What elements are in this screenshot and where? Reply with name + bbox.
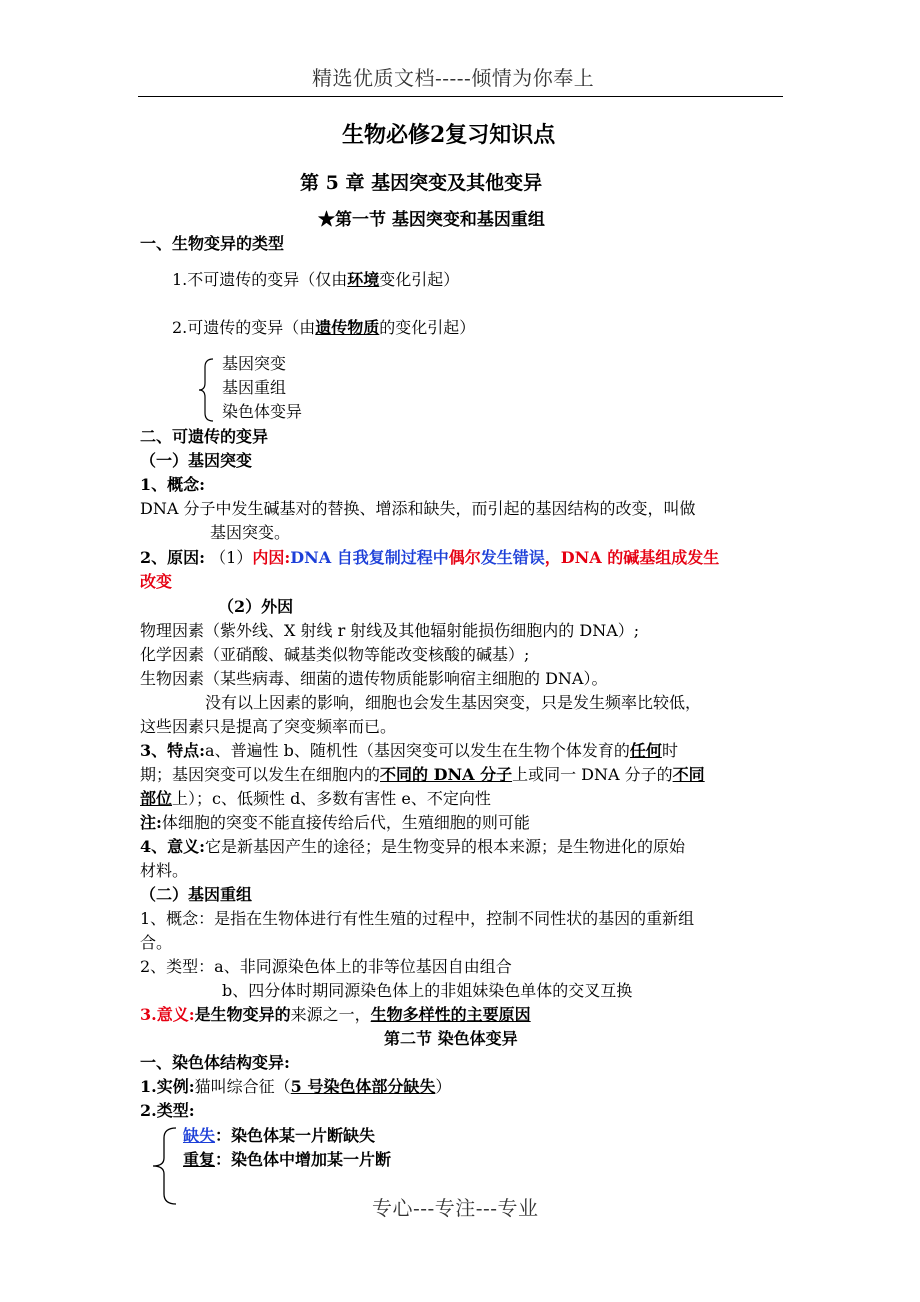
- meaning-line-1: [140, 837, 685, 857]
- recomb-type-1: 2、类型：a、非同源染色体上的非等位基因自由组合: [140, 957, 512, 976]
- meaning-label: 4、意义:: [140, 837, 206, 856]
- variation-item-1-pre: 1.不可遗传的变异（仅由: [172, 270, 348, 289]
- types-label: 2.类型:: [140, 1101, 195, 1120]
- part1-heading: 一、生物变异的类型: [140, 234, 285, 253]
- somatic-note: [140, 813, 530, 833]
- note-line-2: 这些因素只是提高了突变频率而已。: [140, 717, 397, 736]
- inner-cause-red-1: 偶尔: [448, 548, 481, 567]
- features-key-any: 任何: [629, 741, 662, 760]
- features-label: 3、特点:: [140, 741, 206, 760]
- concept-line-1: DNA 分子中发生碱基对的替换、增添和缺失，而引起的基因结构的改变，叫做: [140, 499, 696, 518]
- features-line-3-text: 上）；c、低频性 d、多数有害性 e、不定向性: [172, 789, 491, 808]
- type-deletion-text: ：染色体某一片断缺失: [215, 1126, 376, 1145]
- features-key-site: 部位: [140, 789, 173, 808]
- somatic-note-text: 体细胞的突变不能直接传给后代，生殖细胞的则可能: [161, 813, 530, 832]
- inner-cause-red-2: ，DNA 的碱基组成发生: [544, 548, 720, 567]
- outer-cause-label: （2）外因: [218, 597, 294, 616]
- section-1-title: ★第一节 基因突变和基因重组: [318, 210, 545, 230]
- features-line-1-text: a、普遍性 b、随机性（基因突变可以发生在生物个体发育的: [205, 741, 630, 760]
- cause-num: （1）: [210, 548, 253, 567]
- physical-factors: 物理因素（紫外线、X 射线 r 射线及其他辐射能损伤细胞内的 DNA）;: [140, 621, 640, 640]
- heritable-type-2: 基因重组: [222, 378, 287, 397]
- type-duplication-label: 重复: [183, 1150, 216, 1169]
- inner-cause-label: 内因:: [252, 548, 291, 567]
- heritable-type-3: 染色体变异: [222, 402, 303, 421]
- page-footer: 专心---专注---专业: [372, 1196, 539, 1220]
- inner-cause-blue-1: DNA 自我复制过程中: [290, 548, 449, 567]
- features-line-2-text: 期；基因突变可以发生在细胞内的: [140, 765, 381, 784]
- features-line-1: [140, 741, 678, 761]
- features-line-2-mid: 上或同一 DNA 分子的: [512, 765, 673, 784]
- document-title: 生物必修2复习知识点: [342, 122, 556, 148]
- structural-types-brace: [150, 1126, 180, 1206]
- example-line: [140, 1077, 451, 1097]
- variation-item-1-key: 环境: [347, 270, 380, 289]
- recomb-meaning-key: 生物多样性的主要原因: [370, 1005, 531, 1024]
- features-key-different: 不同: [672, 765, 705, 784]
- features-key-dna: 不同的 DNA 分子: [380, 765, 513, 784]
- features-line-1-end: 时: [661, 741, 678, 760]
- variation-item-1: [172, 270, 459, 290]
- note-line-1: 没有以上因素的影响，细胞也会发生基因突变，只是发生频率比较低，: [205, 693, 702, 712]
- part2-heading: 二、可遗传的变异: [140, 427, 269, 446]
- example-text: 猫叫综合征（: [194, 1077, 291, 1096]
- recomb-meaning-bold: 是生物变异的: [194, 1005, 291, 1024]
- example-end: ）: [435, 1077, 452, 1096]
- gene-mutation-heading: （一）基因突变: [140, 451, 253, 470]
- variation-item-2-post: 的变化引起）: [379, 318, 476, 337]
- inner-cause-blue-2: 发生错误: [480, 548, 545, 567]
- recomb-meaning-normal: 来源之一，: [290, 1005, 371, 1024]
- features-line-2: [140, 765, 705, 785]
- cause-label: 2、原因:: [140, 548, 206, 567]
- variation-item-2-key: 遗传物质: [315, 318, 380, 337]
- recomb-type-2: b、四分体时期同源染色体上的非姐妹染色单体的交叉互换: [222, 981, 633, 1000]
- features-line-3: [140, 789, 491, 809]
- type-duplication-text: ：染色体中增加某一片断: [215, 1150, 392, 1169]
- type-duplication: [183, 1150, 391, 1170]
- meaning-line-2: 材料。: [140, 861, 189, 880]
- recombination-heading: （二）基因重组: [140, 885, 253, 904]
- type-deletion: [183, 1126, 375, 1146]
- recomb-concept-1: 1、概念：是指在生物体进行有性生殖的过程中，控制不同性状的基因的重新组: [140, 909, 695, 928]
- page-header: 精选优质文档-----倾情为你奉上: [312, 66, 595, 90]
- example-key: 5 号染色体部分缺失: [290, 1077, 436, 1096]
- biological-factors: 生物因素（某些病毒、细菌的遗传物质能影响宿主细胞的 DNA）。: [140, 669, 608, 688]
- type-deletion-label: 缺失: [183, 1126, 216, 1145]
- example-label: 1.实例:: [140, 1077, 195, 1096]
- cause-line-2: 改变: [140, 572, 173, 591]
- cause-line-1: [140, 548, 719, 568]
- recomb-meaning: [140, 1005, 531, 1025]
- meaning-line-1-text: 它是新基因产生的途径；是生物变异的根本来源；是生物进化的原始: [205, 837, 686, 856]
- chapter-title: 第 5 章 基因突变及其他变异: [300, 172, 543, 194]
- variation-item-2: [172, 318, 475, 338]
- structural-variation-heading: 一、染色体结构变异:: [140, 1053, 290, 1072]
- variation-item-2-pre: 2.可遗传的变异（由: [172, 318, 316, 337]
- header-divider: [138, 96, 783, 97]
- recomb-meaning-label: 3.意义:: [140, 1005, 195, 1024]
- chemical-factors: 化学因素（亚硝酸、碱基类似物等能改变核酸的碱基）;: [140, 645, 530, 664]
- section-2-title: 第二节 染色体变异: [384, 1029, 518, 1048]
- concept-label: 1、概念:: [140, 475, 206, 494]
- variation-item-1-post: 变化引起）: [379, 270, 460, 289]
- recomb-concept-2: 合。: [140, 933, 173, 952]
- concept-line-2: 基因突变。: [210, 523, 291, 542]
- heritable-type-1: 基因突变: [222, 354, 287, 373]
- heritable-types-brace: [198, 357, 218, 423]
- somatic-note-label: 注:: [140, 813, 162, 832]
